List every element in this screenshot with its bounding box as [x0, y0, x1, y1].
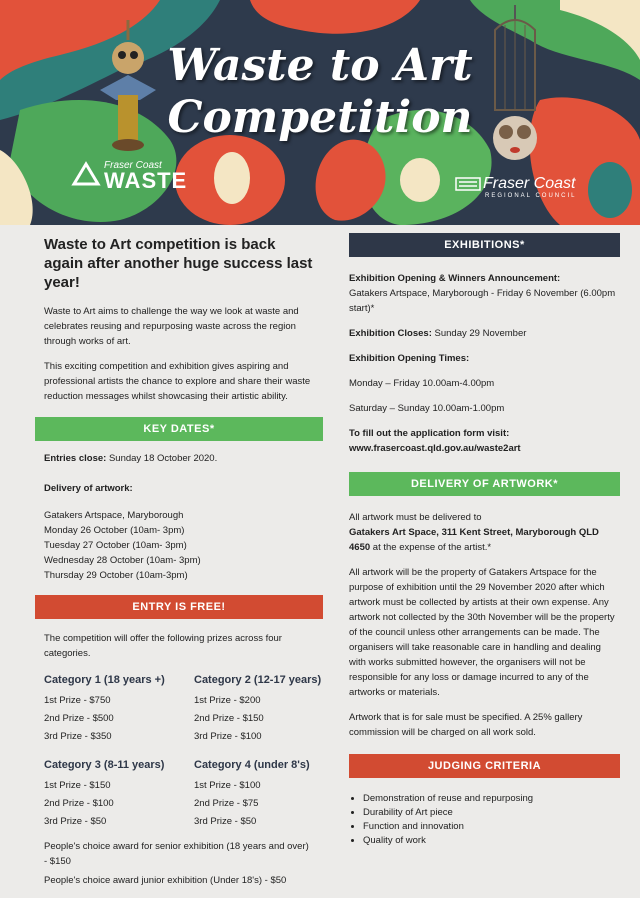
list-item: • Quality of work — [363, 834, 619, 848]
entry-free-header: ENTRY IS FREE! — [35, 595, 323, 619]
delivery-label — [44, 481, 314, 496]
council-logo — [455, 175, 576, 199]
waste-logo-big-text: WASTE — [104, 168, 188, 193]
delivery-label-text: Delivery of artwork: — [44, 483, 133, 494]
prize-line: 1st Prize - $100 — [194, 780, 261, 791]
delivery-suffix: at the expense of the artist.* — [370, 542, 492, 553]
entries-close — [44, 451, 314, 466]
prize-line: 1st Prize - $150 — [44, 780, 111, 791]
prize-line: 3rd Prize - $50 — [194, 816, 257, 827]
intro-heading: Waste to Art competition is back again after another huge success last year! — [44, 236, 313, 291]
peoples-choice-senior: People's choice award for senior exhibition (18 years and over) - $150 — [44, 841, 309, 867]
prize-line: 3rd Prize - $100 — [194, 731, 262, 742]
category-title: Category 1 (18 years +) — [44, 674, 165, 686]
application-form-url[interactable]: www.frasercoast.qld.gov.au/waste2art — [349, 443, 521, 454]
application-form-label — [349, 426, 619, 441]
prize-line: 2nd Prize - $500 — [44, 713, 114, 724]
prize-categories — [44, 669, 322, 831]
judging-header: JUDGING CRITERIA — [349, 754, 620, 778]
delivery-date: Thursday 29 October (10am-3pm) — [44, 570, 188, 581]
exhibition-times-label — [349, 351, 619, 366]
hero-banner — [0, 0, 640, 225]
delivery-venue: Gatakers Artspace, Maryborough — [44, 510, 184, 521]
delivery-address: Gatakers Art Space, 311 Kent Street, Maryborough QLD 4650 — [349, 527, 599, 553]
left-column — [44, 233, 322, 898]
prize-line: 3rd Prize - $350 — [44, 731, 112, 742]
prizes-intro: The competition will offer the following prizes across four categories. — [44, 633, 282, 659]
judging-criteria-list — [349, 792, 619, 848]
peoples-choice-junior: People's choice award junior exhibition (Under 18's) - $50 — [44, 875, 287, 886]
exhibition-times-label-text: Exhibition Opening Times: — [349, 353, 470, 364]
exhibition-opening-label — [349, 271, 619, 286]
exhibition-times-weekend: Saturday – Sunday 10.00am-1.00pm — [349, 403, 505, 414]
hero-title-line1: Waste to Art — [167, 40, 473, 91]
category-4 — [194, 754, 344, 831]
delivery-paragraph-3: Artwork that is for sale must be specified. A 25% gallery commission will be charged on all work sold. — [349, 712, 583, 738]
delivery-paragraph-1 — [349, 510, 619, 555]
prize-line: 2nd Prize - $75 — [194, 798, 259, 809]
hero-title-line2: Competition — [167, 92, 473, 143]
category-1 — [44, 669, 194, 746]
prize-line: 3rd Prize - $50 — [44, 816, 107, 827]
entries-close-label: Entries close: — [44, 453, 107, 464]
prize-line: 1st Prize - $750 — [44, 695, 111, 706]
exhibition-opening-value: Gatakers Artspace, Maryborough - Friday 6 November (6.00pm start)* — [349, 288, 616, 314]
hero-title — [160, 40, 480, 144]
council-logo-subtitle: REGIONAL COUNCIL — [485, 193, 577, 199]
exhibition-opening-label-text: Exhibition Opening & Winners Announcement: — [349, 273, 561, 284]
category-title: Category 2 (12-17 years) — [194, 674, 322, 686]
application-form-link[interactable] — [349, 441, 619, 456]
delivery-date: Tuesday 27 October (10am- 3pm) — [44, 540, 187, 551]
list-item: • Durability of Art piece — [363, 806, 619, 820]
delivery-paragraph-2: All artwork will be the property of Gatakers Artspace for the purpose of exhibition until the 29 November 2020 after which artwork must be collected by artists at their own expense. Any artwork not collected by the 30th November will be the property of the council unless other arrangements can be made. The organisers will take reasonable care in handling and dealing with works submitted however, the organisers will not be responsible for any loss or damage incurred to any of the artworks or materials. — [349, 567, 615, 698]
list-item: • Demonstration of reuse and repurposing — [363, 792, 619, 806]
waste-logo — [72, 160, 187, 194]
delivery-header: DELIVERY OF ARTWORK* — [349, 472, 620, 496]
council-logo-name: Fraser Coast — [483, 175, 576, 192]
intro-paragraph-1: Waste to Art aims to challenge the way we look at waste and celebrates reusing and repurposing waste across the region through works of art. — [44, 306, 299, 347]
application-form-label-text: To fill out the application form visit: — [349, 428, 510, 439]
entries-close-value: Sunday 18 October 2020. — [106, 453, 218, 464]
prize-line: 2nd Prize - $150 — [194, 713, 264, 724]
delivery-prefix: All artwork must be delivered to — [349, 512, 482, 523]
category-2 — [194, 669, 344, 746]
exhibition-times-weekday: Monday – Friday 10.00am-4.00pm — [349, 378, 495, 389]
prize-line: 2nd Prize - $100 — [44, 798, 114, 809]
exhibition-closes — [349, 326, 619, 341]
key-dates-header: KEY DATES* — [35, 417, 323, 441]
waste-logo-small-text: Fraser Coast — [104, 160, 162, 171]
exhibition-closes-label: Exhibition Closes: — [349, 328, 432, 339]
category-title: Category 4 (under 8's) — [194, 759, 310, 771]
exhibition-closes-value: Sunday 29 November — [431, 328, 527, 339]
list-item: • Function and innovation — [363, 820, 619, 834]
category-3 — [44, 754, 194, 831]
intro-paragraph-2: This exciting competition and exhibition gives aspiring and professional artists the chance to explore and share their waste reduction messages whilst showcasing their artistic ability. — [44, 361, 311, 402]
exhibitions-header: EXHIBITIONS* — [349, 233, 620, 257]
category-title: Category 3 (8-11 years) — [44, 759, 165, 771]
right-column — [349, 233, 619, 848]
delivery-date: Wednesday 28 October (10am- 3pm) — [44, 555, 201, 566]
delivery-date: Monday 26 October (10am- 3pm) — [44, 525, 185, 536]
prize-line: 1st Prize - $200 — [194, 695, 261, 706]
